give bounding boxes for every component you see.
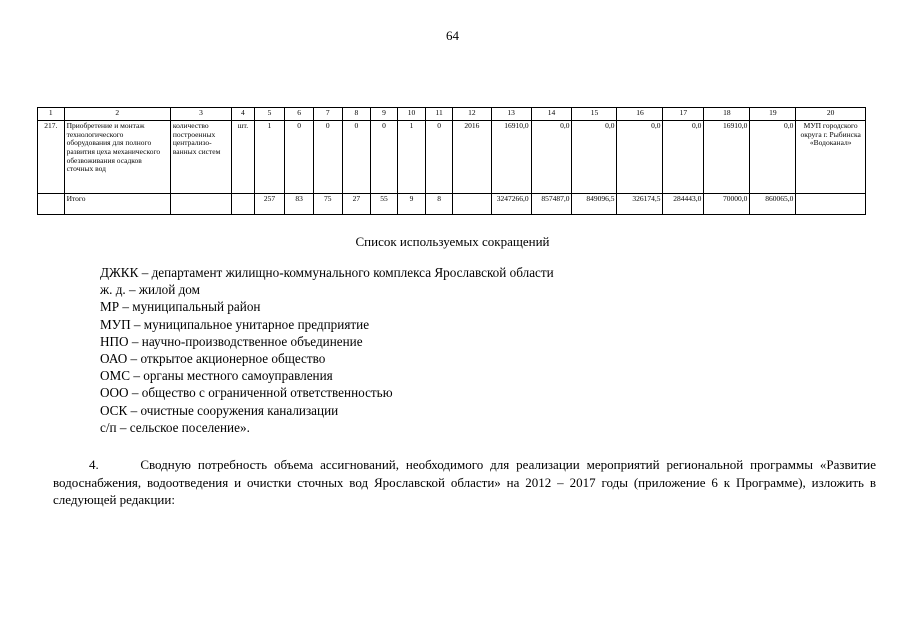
table-header-cell: 8 [342, 108, 371, 121]
table-header-cell: 9 [371, 108, 398, 121]
table-cell: 257 [254, 194, 285, 215]
table-header-cell: 14 [531, 108, 572, 121]
abbreviations-title: Список используемых сокращений [355, 234, 550, 249]
table-header-row [38, 108, 866, 121]
table-cell: 2016 [452, 121, 491, 194]
table-header-cell: 6 [285, 108, 314, 121]
table-cell [452, 194, 491, 215]
table-header-cell: 13 [491, 108, 531, 121]
table-cell: 860065,0 [750, 194, 796, 215]
table-header-cell: 4 [232, 108, 254, 121]
abbreviation-item: с/п – сельское поселение». [100, 419, 250, 435]
table-cell: 3247266,0 [491, 194, 531, 215]
table-cell: 0,0 [617, 121, 663, 194]
table-cell [232, 194, 254, 215]
table-cell [170, 194, 231, 215]
table-header-cell: 2 [64, 108, 170, 121]
table-header-cell: 1 [38, 108, 65, 121]
table-header-cell: 17 [663, 108, 704, 121]
table-cell: 9 [397, 194, 426, 215]
abbreviation-item: МР – муниципальный район [100, 299, 261, 315]
table-cell: 27 [342, 194, 371, 215]
table-cell: 0,0 [750, 121, 796, 194]
table-cell: 16910,0 [704, 121, 750, 194]
table-cell: 70000,0 [704, 194, 750, 215]
table-header-cell: 11 [426, 108, 453, 121]
table-cell: 0 [313, 121, 342, 194]
table-header-cell: 5 [254, 108, 285, 121]
table-cell: количество построенных централизо-ванных систем [170, 121, 231, 194]
table-cell: 857487,0 [531, 194, 572, 215]
table-header-cell: 16 [617, 108, 663, 121]
table-cell: МУП городского округа г. Рыбинска «Водоканал» [796, 121, 866, 194]
paragraph-4: 4. Сводную потребность объема ассигнований, необходимого для реализации мероприятий региональной программы «Развитие водоснабжения, водоотведения и очистки сточных вод Ярославской области» на 2012 – 2017 годы (приложение 6 к Программе), изложить в следующей редакции: [53, 457, 876, 507]
table-header-cell: 10 [397, 108, 426, 121]
abbreviation-item: ОСК – очистные сооружения канализации [100, 402, 339, 418]
table-cell [796, 194, 866, 215]
table-header-cell: 7 [313, 108, 342, 121]
table-header-cell: 19 [750, 108, 796, 121]
table-cell: 83 [285, 194, 314, 215]
table-cell: 849096,5 [572, 194, 617, 215]
abbreviation-item: МУП – муниципальное унитарное предприятие [100, 316, 370, 332]
abbreviation-item: ООО – общество с ограниченной ответственностью [100, 385, 393, 401]
table-cell: 1 [397, 121, 426, 194]
table-cell: шт. [232, 121, 254, 194]
abbreviation-item: НПО – научно-производственное объединение [100, 333, 363, 349]
abbreviation-item: ОАО – открытое акционерное общество [100, 351, 326, 367]
table-cell: 8 [426, 194, 453, 215]
table-header-cell: 20 [796, 108, 866, 121]
table-header-cell: 15 [572, 108, 617, 121]
table-header-cell: 3 [170, 108, 231, 121]
table-cell: Приобретение и монтаж технологического оборудования для полного развития цеха механического обезвоживания осадков сточных вод [64, 121, 170, 194]
table-cell: 0 [342, 121, 371, 194]
table-cell: 0 [285, 121, 314, 194]
table-cell: 55 [371, 194, 398, 215]
table-cell: 0,0 [663, 121, 704, 194]
table-cell: 0 [371, 121, 398, 194]
table-cell: 1 [254, 121, 285, 194]
table-cell: 0,0 [531, 121, 572, 194]
page-number: 64 [446, 28, 459, 43]
table-cell: 217. [38, 121, 65, 194]
table-header-cell: 12 [452, 108, 491, 121]
table-header-cell: 18 [704, 108, 750, 121]
abbreviations-list [100, 264, 554, 436]
abbreviation-item: ДЖКК – департамент жилищно-коммунального комплекса Ярославской области [100, 265, 554, 280]
table-cell: 326174,5 [617, 194, 663, 215]
program-table [37, 107, 866, 215]
table-row [38, 121, 866, 194]
table-cell: Итого [64, 194, 170, 215]
table-cell: 0,0 [572, 121, 617, 194]
table-cell: 284443,0 [663, 194, 704, 215]
abbreviation-item: ОМС – органы местного самоуправления [100, 368, 333, 384]
abbreviation-item: ж. д. – жилой дом [100, 282, 200, 298]
table-cell: 16910,0 [491, 121, 531, 194]
table-row-total [38, 194, 866, 215]
table-cell [38, 194, 65, 215]
table-cell: 75 [313, 194, 342, 215]
table-cell: 0 [426, 121, 453, 194]
